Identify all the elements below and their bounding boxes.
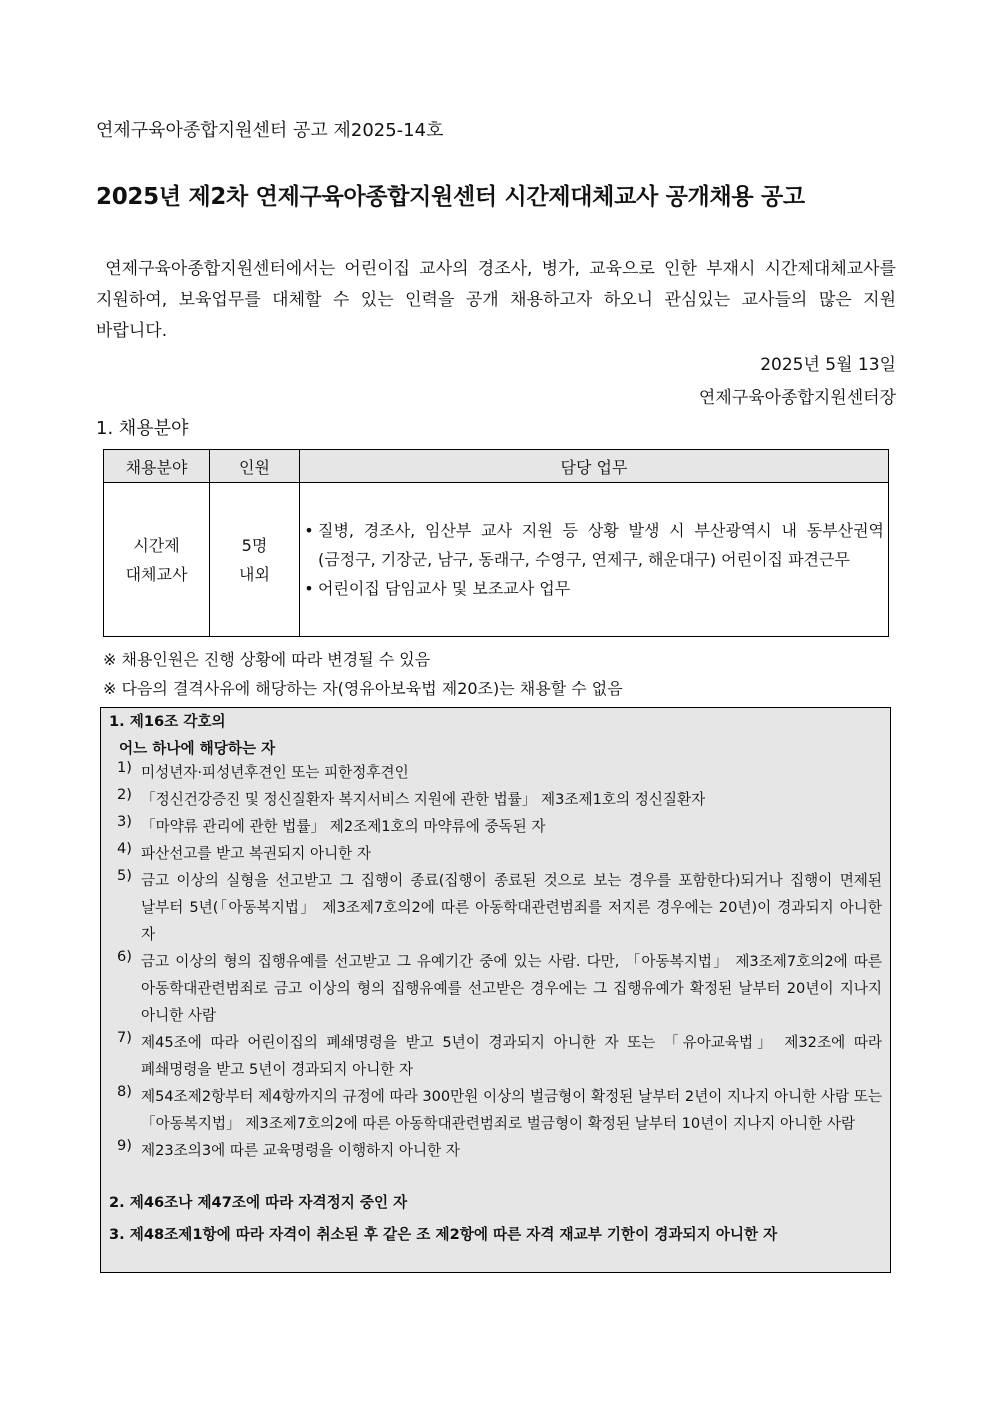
- field-cell: [104, 483, 210, 637]
- count-line: 5명: [241, 535, 268, 555]
- count-cell: [210, 483, 300, 637]
- note: ※ 채용인원은 진행 상황에 따라 변경될 수 있음: [103, 650, 431, 669]
- notice-number: 연제구육아종합지원센터 공고 제2025-14호: [96, 120, 444, 141]
- item-number: 3): [117, 813, 132, 830]
- item-number: 6): [117, 948, 132, 965]
- recruitment-table: [103, 449, 889, 637]
- list-item: [117, 813, 882, 840]
- list-item: [117, 1083, 882, 1137]
- list-item: [117, 867, 882, 948]
- bullet-icon: •: [304, 521, 314, 540]
- item-text: 미성년자·피성년후견인 또는 피한정후견인: [141, 764, 409, 781]
- subitem-list: [117, 759, 882, 1164]
- list-item: [117, 786, 882, 813]
- item-number: 5): [117, 867, 132, 884]
- count-line: 내외: [239, 564, 270, 584]
- field-line: 대체교사: [125, 564, 188, 584]
- intro-paragraph: [96, 254, 896, 347]
- duties-cell: [300, 483, 889, 637]
- item-text: 「마약류 관리에 관한 법률」 제2조제1호의 마약류에 중독된 자: [141, 818, 546, 835]
- disqualification-box: [100, 707, 891, 1273]
- table-header: 채용분야: [104, 450, 210, 483]
- notice-date: 2025년 5월 13일: [760, 355, 896, 375]
- list-item: [117, 1137, 882, 1164]
- table-header-row: [104, 450, 889, 483]
- item-number: 9): [117, 1137, 132, 1154]
- table-header: 인원: [210, 450, 300, 483]
- item-text: 파산선고를 받고 복권되지 아니한 자: [141, 845, 372, 862]
- item-title: 1. 제16조 각호의: [109, 713, 226, 730]
- item-number: 8): [117, 1083, 132, 1100]
- duty-text: 어린이집 담임교사 및 보조교사 업무: [318, 579, 571, 598]
- list-item: [117, 759, 882, 786]
- duty-item: [300, 516, 884, 574]
- item-text: 금고 이상의 실형을 선고받고 그 집행이 종료(집행이 종료된 것으로 보는 경우를 포함한다)되거나 집행이 면제된 날부터 5년(「아동복지법」 제3조제7호의2에 따른 아동학대관련범죄를 저지른 경우에는 20년)이 경과되지 아니한 자: [141, 872, 882, 943]
- item-3: 3. 제48조제1항에 따라 자격이 취소된 후 같은 조 제2항에 따른 자격 재교부 기한이 경과되지 아니한 자: [109, 1226, 778, 1243]
- item-text: 「정신건강증진 및 정신질환자 복지서비스 지원에 관한 법률」 제3조제1호의 정신질환자: [141, 791, 706, 808]
- intro-text: 연제구육아종합지원센터에서는 어린이집 교사의 경조사, 병가, 교육으로 인한 부재시 시간제대체교사를 지원하여, 보육업무를 대체할 수 있는 인력을 공개 채용하고자 하오니 관심있는 교사들의 많은 지원 바랍니다.: [96, 259, 897, 341]
- page-title: 2025년 제2차 연제구육아종합지원센터 시간제대체교사 공개채용 공고: [96, 184, 805, 210]
- note: ※ 다음의 결격사유에 해당하는 자(영유아보육법 제20조)는 채용할 수 없음: [103, 679, 623, 698]
- table-header: 담당 업무: [300, 450, 889, 483]
- table-row: [104, 483, 889, 637]
- list-item: [117, 1029, 882, 1083]
- item-text: 제45조에 따라 어린이집의 폐쇄명령을 받고 5년이 경과되지 아니한 자 또는 「유아교육법」 제32조에 따라 폐쇄명령을 받고 5년이 경과되지 아니한 자: [141, 1034, 882, 1078]
- list-item: [117, 948, 882, 1029]
- item-number: 4): [117, 840, 132, 857]
- list-item: [117, 840, 882, 867]
- item-number: 2): [117, 786, 132, 803]
- item-subtitle: 어느 하나에 해당하는 자: [119, 740, 276, 757]
- item-text: 금고 이상의 형의 집행유예를 선고받고 그 유예기간 중에 있는 사람. 다만, 「아동복지법」 제3조제7호의2에 따른 아동학대관련범죄로 금고 이상의 형의 집행유예를 선고받은 경우에는 그 집행유예가 확정된 날부터 20년이 지나지 아니한 사람: [141, 953, 882, 1024]
- item-number: 1): [117, 759, 132, 776]
- bullet-icon: •: [304, 579, 314, 598]
- duty-text: 질병, 경조사, 임산부 교사 지원 등 상황 발생 시 부산광역시 내 동부산권역(금정구, 기장군, 남구, 동래구, 수영구, 연제구, 해운대구) 어린이집 파견근무: [318, 521, 884, 569]
- duty-item: [300, 574, 884, 603]
- item-number: 7): [117, 1029, 132, 1046]
- section-heading: 1. 채용분야: [96, 418, 189, 439]
- field-line: 시간제: [133, 535, 180, 555]
- signer: 연제구육아종합지원센터장: [698, 388, 896, 408]
- item-2: 2. 제46조나 제47조에 따라 자격정지 중인 자: [109, 1194, 408, 1211]
- item-text: 제54조제2항부터 제4항까지의 규정에 따라 300만원 이상의 벌금형이 확정된 날부터 2년이 지나지 아니한 사람 또는 「아동복지법」 제3조제7호의2에 따른 아동학대관련범죄로 벌금형이 확정된 날부터 10년이 지나지 아니한 사람: [141, 1088, 882, 1132]
- item-text: 제23조의3에 따른 교육명령을 이행하지 아니한 자: [141, 1142, 460, 1159]
